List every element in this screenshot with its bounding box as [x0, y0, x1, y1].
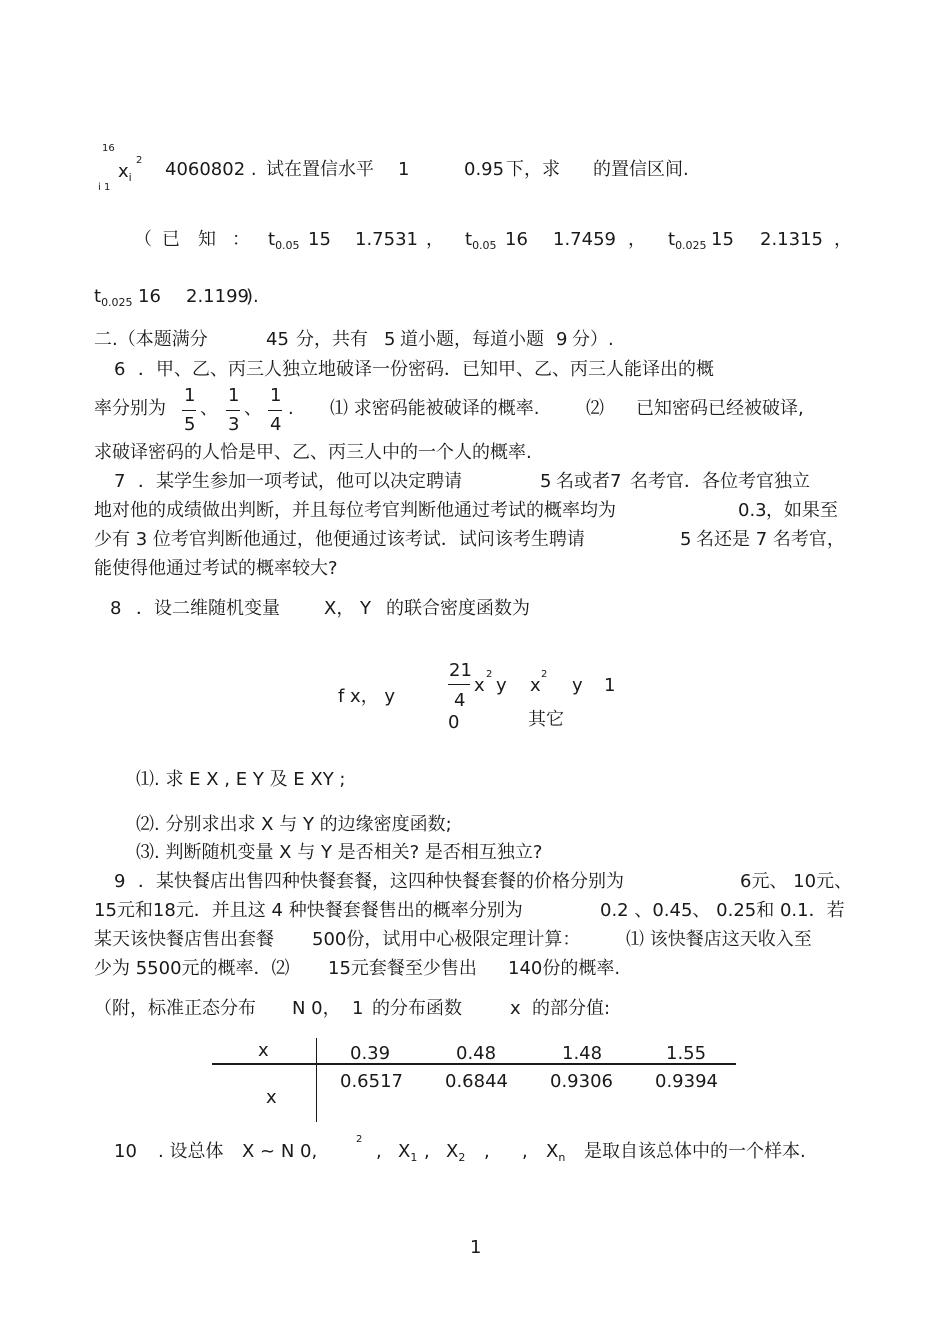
known-comma: ，	[426, 229, 444, 250]
list-separator: 、	[200, 398, 218, 419]
section-heading: 二.（本题满分	[94, 329, 208, 350]
section-score: 45	[266, 329, 289, 350]
q9-line4-b: 15元套餐至少售出	[328, 958, 477, 979]
q9-line2: 15元和18元．并且这 4 种快餐套餐售出的概率分别为	[94, 900, 523, 921]
table-row-label: x	[258, 1040, 269, 1061]
q6-part2: 已知密码已经被破译,	[636, 398, 804, 419]
list-separator: 、	[244, 398, 262, 419]
q7-line2b: ，如果至	[766, 500, 838, 521]
section-each: 9	[556, 329, 568, 350]
appendix-mid: 的分布函数	[372, 998, 462, 1019]
known-label-char: 已	[162, 229, 180, 250]
q7-line1c: 名考官．各位考官独立	[630, 471, 810, 492]
table-cell-phi: 0.6517	[340, 1071, 403, 1092]
q9-line1-values: 6元、 10元、	[740, 871, 853, 892]
q7-line2: 地对他的成绩做出判断，并且每位考官判断他通过考试的概率均为	[94, 500, 616, 521]
section-text: 道小题，每道小题	[400, 329, 544, 350]
q9-line1: ．某快餐店出售四种快餐套餐，这四种快餐套餐的价格分别为	[138, 871, 624, 892]
table-row-label: x	[266, 1087, 277, 1108]
q6-line1: ．甲、乙、丙三人独立地破译一份密码．已知甲、乙、丙三人能译出的概	[138, 359, 714, 380]
q9-line3-part1: ⑴ 该快餐店这天收入至	[626, 929, 812, 950]
q9-line4: 少为 5500元的概率．⑵	[94, 958, 290, 979]
sample-variable: $X_1$	[398, 1141, 418, 1164]
condition-x: x	[530, 675, 541, 696]
confidence-text-b: 下，求	[506, 159, 560, 180]
fraction-denominator: 3	[228, 414, 240, 435]
q9-line4-c: 140份的概率.	[508, 958, 621, 979]
sum-value: 4060802 .	[165, 159, 257, 180]
fraction-numerator: 1	[270, 385, 282, 406]
section-text: 分）.	[572, 329, 614, 350]
appendix-end: 的部分值:	[532, 998, 611, 1019]
q10-variance-exponent: 2	[356, 1134, 363, 1145]
expr-exponent: 2	[486, 669, 493, 680]
t-quantile-df: 16	[505, 229, 528, 250]
fraction-bar	[268, 410, 282, 411]
t-quantile-value: 2.1315	[760, 229, 823, 250]
confidence-text: 试在置信水平	[266, 159, 374, 180]
q9-line3: 某天该快餐店售出套餐	[94, 929, 274, 950]
q8-variables: X， Y	[324, 598, 372, 619]
appendix-one: 1	[352, 998, 364, 1019]
q7-probability: 0.3	[738, 500, 767, 521]
q7-five: 5	[540, 471, 552, 492]
density-function-label: f x， y	[338, 686, 396, 707]
sample-variable: $X_n$	[546, 1141, 566, 1164]
sum-variable-exponent: 2	[136, 155, 143, 166]
t-quantile-value: 1.7459	[553, 229, 616, 250]
q10-comma: ,	[376, 1141, 382, 1162]
q7-line4: 能使得他通过考试的概率较大?	[94, 558, 338, 579]
table-cell-x: 1.48	[562, 1043, 603, 1064]
q9-line2-values: 0.2 、0.45、 0.25和 0.1．若	[600, 900, 845, 921]
fraction-denominator: 4	[270, 414, 282, 435]
q6-part1: ⑴ 求密码能被破译的概率.	[330, 398, 540, 419]
q7-line1b: 名或者	[556, 471, 610, 492]
appendix-x: x	[510, 998, 521, 1019]
confidence-one: 1	[398, 159, 410, 180]
section-text: 分，共有	[296, 329, 368, 350]
sum-lower-limit: i 1	[98, 182, 111, 193]
condition-one: 1	[604, 675, 616, 696]
q6-dot: .	[288, 398, 294, 419]
known-open-paren: （	[134, 229, 152, 250]
q10-comma: ,	[484, 1141, 490, 1162]
page-number: 1	[470, 1237, 482, 1258]
table-cell-x: 0.39	[350, 1043, 391, 1064]
q10-distribution: X ~ N 0,	[242, 1141, 318, 1162]
q7-line1: ．某学生参加一项考试，他可以决定聘请	[138, 471, 462, 492]
known-label-char: ：	[232, 229, 250, 250]
q8-intro: ．设二维随机变量	[136, 598, 280, 619]
expr-x: x	[474, 675, 485, 696]
t-quantile-value: 1.7531	[355, 229, 418, 250]
section-count: 5	[384, 329, 396, 350]
appendix-distribution: N 0，	[292, 998, 341, 1019]
sum-upper-limit: 16	[102, 143, 115, 154]
question-number: 6	[114, 359, 126, 380]
t-quantile-symbol: $t_{0.025}$	[668, 229, 707, 252]
table-cell-phi: 0.9306	[550, 1071, 613, 1092]
t-quantile-df: 15	[711, 229, 734, 250]
q10-end: 是取自该总体中的一个样本.	[584, 1141, 806, 1162]
q10-comma: ,	[522, 1141, 528, 1162]
q6-line2-pre: 率分别为	[94, 398, 166, 419]
table-cell-phi: 0.9394	[655, 1071, 718, 1092]
otherwise-zero: 0	[448, 712, 460, 733]
question-number: 9	[114, 871, 126, 892]
otherwise-label: 其它	[528, 709, 564, 730]
sum-variable: $x_i$	[118, 161, 132, 184]
coefficient-denominator: 4	[454, 690, 466, 711]
table-cell-phi: 0.6844	[445, 1071, 508, 1092]
t-quantile-symbol: $t_{0.05}$	[465, 229, 497, 252]
table-cell-x: 1.55	[666, 1043, 707, 1064]
appendix-text: （附，标准正态分布	[94, 998, 256, 1019]
q8-part2: ⑵. 分别求出求 X 与 Y 的边缘密度函数;	[136, 814, 452, 835]
q6-line3: 求破译密码的人恰是甲、乙、丙三人中的一个人的概率.	[94, 442, 532, 463]
t-quantile-df: 15	[308, 229, 331, 250]
question-number: 10	[114, 1141, 137, 1162]
q6-part2-label: ⑵	[586, 398, 604, 419]
sample-variable: $X_2$	[446, 1141, 466, 1164]
fraction-numerator: 1	[228, 385, 240, 406]
condition-y: y	[572, 675, 583, 696]
fraction-bar	[226, 410, 240, 411]
q8-intro-end: 的联合密度函数为	[386, 598, 530, 619]
confidence-level: 0.95	[464, 159, 505, 180]
confidence-text-c: 的置信区间.	[593, 159, 689, 180]
t-quantile-symbol: $t_{0.025}$	[94, 286, 133, 309]
table-cell-x: 0.48	[456, 1043, 497, 1064]
fraction-denominator: 5	[184, 414, 196, 435]
t-quantile-value: 2.1199	[186, 286, 249, 307]
coefficient-numerator: 21	[449, 660, 472, 681]
known-comma: ，	[834, 229, 852, 250]
q8-part3: ⑶. 判断随机变量 X 与 Y 是否相关? 是否相互独立?	[136, 842, 543, 863]
q10-comma: ,	[424, 1141, 430, 1162]
known-label-char: 知	[198, 229, 216, 250]
q9-line3-values: 500份，试用中心极限定理计算：	[312, 929, 581, 950]
expr-y: y	[496, 675, 507, 696]
known-comma: ，	[628, 229, 646, 250]
table-vertical-rule	[316, 1038, 317, 1122]
t-quantile-df: 16	[138, 286, 161, 307]
q10-text: . 设总体	[158, 1141, 224, 1162]
fraction-bar	[182, 410, 196, 411]
q7-seven: 7	[610, 471, 622, 492]
question-number: 7	[114, 471, 126, 492]
question-number: 8	[110, 598, 122, 619]
known-close: ).	[246, 286, 259, 307]
q7-line3b: 名还是 7 名考官，	[696, 529, 845, 550]
fraction-bar	[448, 684, 470, 685]
fraction-numerator: 1	[184, 385, 196, 406]
q7-line3: 少有 3 位考官判断他通过，他便通过该考试．试问该考生聘请	[94, 529, 585, 550]
condition-exponent: 2	[541, 669, 548, 680]
q7-line3-five: 5	[680, 529, 692, 550]
q8-part1: ⑴. 求 E X , E Y 及 E XY ;	[136, 769, 346, 790]
t-quantile-symbol: $t_{0.05}$	[268, 229, 300, 252]
